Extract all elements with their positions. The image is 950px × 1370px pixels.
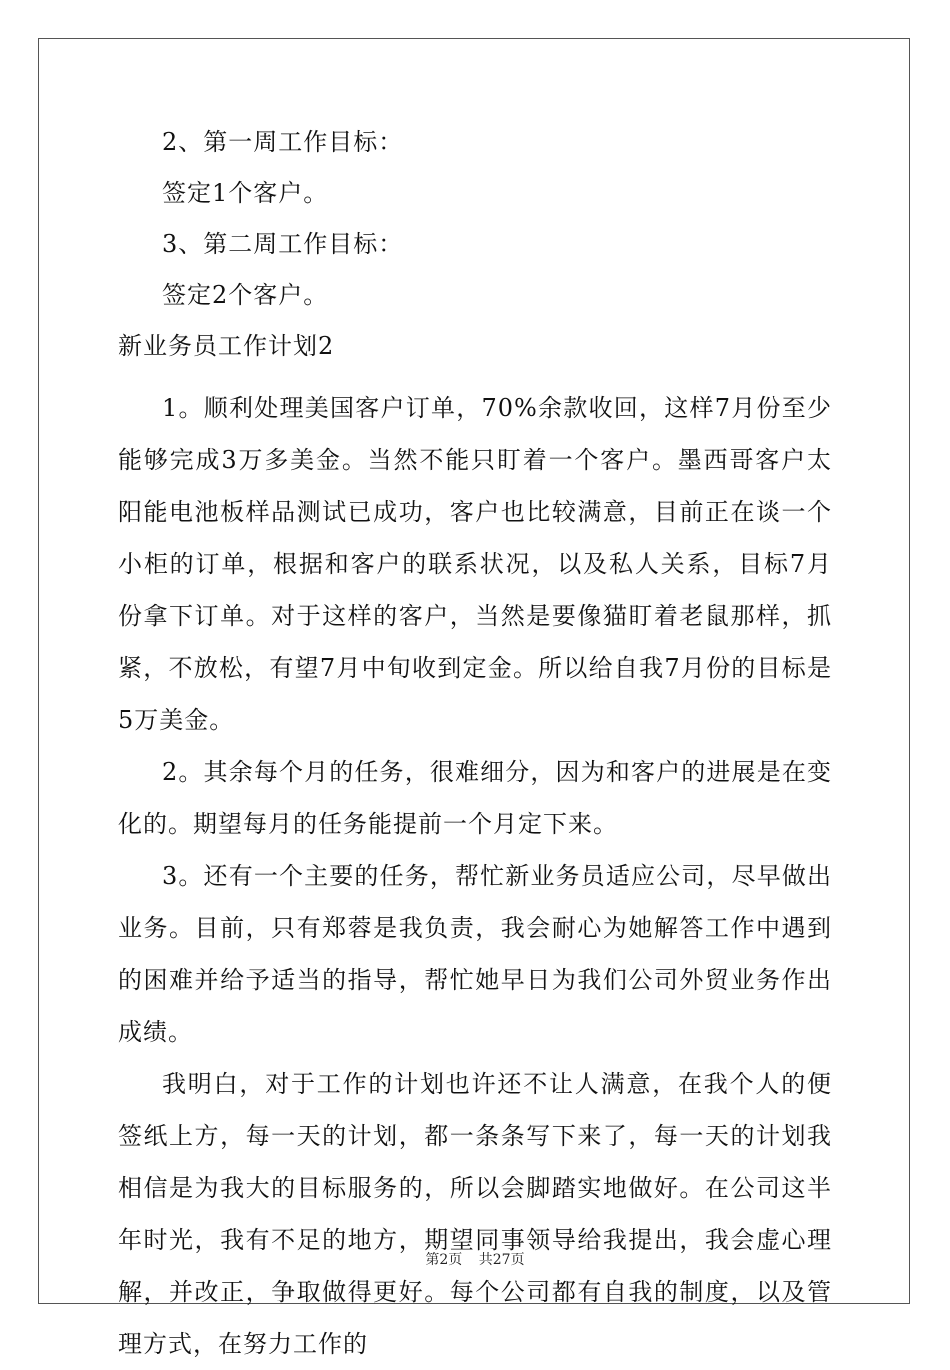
document-body [118,127,832,1370]
paragraph-1: 1。顺利处理美国客户订单，70%余款收回，这样7月份至少能够完成3万多美金。当然不能只盯着一个客户。墨西哥客户太阳能电池板样品测试已成功，客户也比较满意，目前正在谈一个小柜的订单，根据和客户的联系状况，以及私人关系，目标7月份拿下订单。对于这样的客户，当然是要像猫盯着老鼠那样，抓紧，不放松，有望7月中旬收到定金。所以给自我7月份的目标是5万美金。 [118,394,832,734]
goal-week-two-text: 签定2个客户。 [162,281,329,309]
paragraph-2: 2。其余每个月的任务，很难细分，因为和客户的进展是在变化的。期望每月的任务能提前一个月定下来。 [118,758,832,838]
page-footer [0,1249,950,1269]
goal-week-one-text: 签定1个客户。 [162,179,329,207]
goal-week-two-heading: 3、第二周工作目标： [162,230,404,258]
paragraph-4: 我明白，对于工作的计划也许还不让人满意，在我个人的便签纸上方，每一天的计划，都一条条写下来了，每一天的计划我相信是为我大的目标服务的，所以会脚踏实地做好。在公司这半年时光，我有不足的地方，期望同事领导给我提出，我会虚心理解，并改正，争取做得更好。每个公司都有自我的制度，以及管理方式，在努力工作的 [118,1070,832,1358]
paragraph-3: 3。还有一个主要的任务，帮忙新业务员适应公司，尽早做出业务。目前，只有郑蓉是我负责，我会耐心为她解答工作中遇到的困难并给予适当的指导，帮忙她早日为我们公司外贸业务作出成绩。 [118,862,832,1046]
page-number: 第2页 [425,1252,463,1268]
section-title: 新业务员工作计划2 [118,332,335,360]
goal-week-one-heading: 2、第一周工作目标： [162,128,404,156]
page-total: 共27页 [478,1252,525,1268]
